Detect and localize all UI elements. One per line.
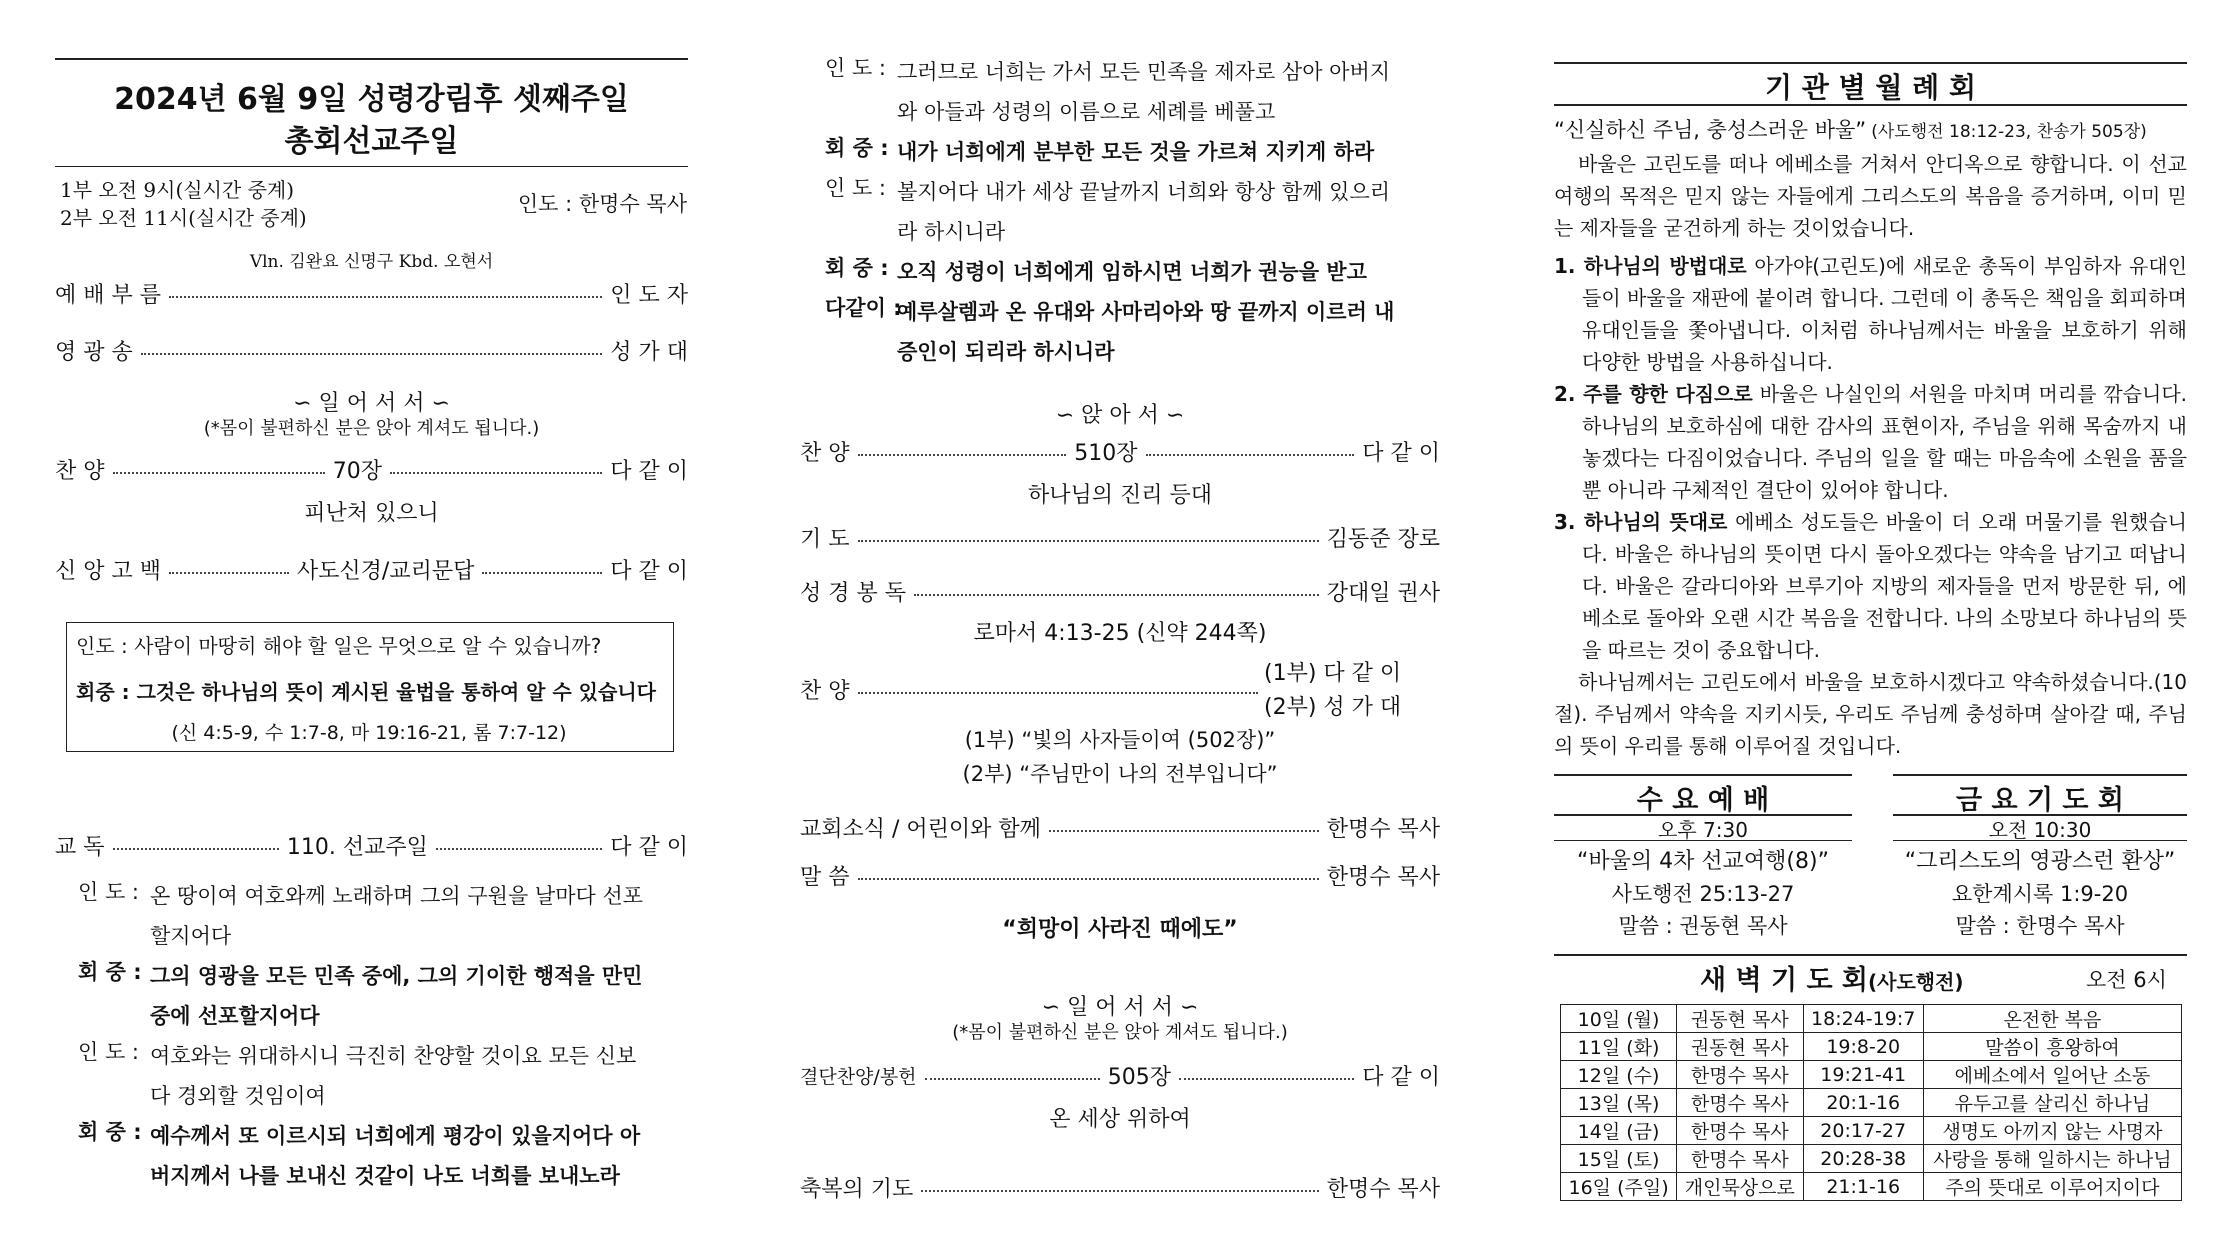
- stand-instruction-2: ∽ 일 어 서 서 ∽: [1041, 995, 1199, 1020]
- dawn-topic: 생명도 아끼지 않는 사명자: [1923, 1117, 2181, 1145]
- table-row: [1561, 1173, 2182, 1201]
- dawn-speaker: 한명수 목사: [1677, 1117, 1803, 1145]
- liturgy-congregation-1: 회 중 : 내가 너희에게 분부한 모든 것을 가르쳐 지키게 하라: [825, 136, 1375, 164]
- catechism-question: 인도 : 사람이 마땅히 해야 할 일은 무엇으로 알 수 있습니까?: [76, 634, 602, 658]
- dawn-date: 12일 (수): [1561, 1061, 1677, 1089]
- anthem-title-1: (1부) “빛의 사자들이여 (502장)”: [964, 728, 1276, 752]
- wednesday-speaker: 말씀 : 권동현 목사: [1618, 914, 1788, 938]
- monthly-title: 기 관 별 월 례 회: [1764, 71, 1977, 104]
- dawn-topic: 유두고를 살리신 하나님: [1923, 1089, 2181, 1117]
- stand-instruction: ∽ 일 어 서 서 ∽: [293, 391, 450, 416]
- dawn-passage: 20:1-16: [1803, 1089, 1923, 1117]
- dawn-topic: 주의 뜻대로 이루어지이다: [1923, 1173, 2181, 1201]
- dawn-topic: 온전한 복음: [1923, 1005, 2181, 1033]
- dawn-date: 11일 (화): [1561, 1033, 1677, 1061]
- offering-hymn-title: 온 세상 위하여: [1049, 1107, 1191, 1132]
- opening-hymn-title: 피난처 있으니: [304, 501, 439, 526]
- church-news: 교회소식 / 어린이와 함께 한명수 목사: [800, 816, 1440, 842]
- dawn-date: 15일 (토): [1561, 1145, 1677, 1173]
- catechism-reference: (신 4:5-9, 수 1:7-8, 마 19:16-21, 롬 7:7-12): [171, 722, 567, 744]
- dawn-time: 오전 6시: [2086, 968, 2167, 992]
- sermon: 말 씀 한명수 목사: [800, 864, 1440, 890]
- dawn-date: 16일 (주일): [1561, 1173, 1677, 1201]
- title-rule-bottom: [55, 166, 688, 167]
- table-row: [1561, 1005, 2182, 1033]
- hymn-510: 찬 양 510장 다 같 이: [800, 440, 1440, 466]
- dawn-date: 10일 (월): [1561, 1005, 1677, 1033]
- dawn-topic: 말씀이 흥왕하여: [1923, 1033, 2181, 1061]
- reading-congregation-2: 회 중 : 예수께서 또 이르시되 너희에게 평강이 있을지어다 아버지께서 나를 보내신 것같이 나도 너희를 보내노라: [78, 1120, 641, 1188]
- reading-leader-2: 인 도 : 여호와는 위대하시니 극진히 찬양할 것이요 모든 신보다 경외할 것임이여: [78, 1040, 637, 1108]
- table-row: [1561, 1145, 2182, 1173]
- friday-rule-time: [1893, 840, 2187, 841]
- gloria-patri: 영 광 송 성 가 대: [55, 339, 688, 365]
- service-time-2: 2부 오전 11시(실시간 중계): [60, 206, 307, 230]
- dawn-date: 14일 (금): [1561, 1117, 1677, 1145]
- catechism-answer: 회중 : 그것은 하나님의 뜻이 계시된 율법을 통하여 알 수 있습니다: [76, 680, 656, 704]
- dawn-topic: 사랑을 통해 일하시는 하나님: [1923, 1145, 2181, 1173]
- musicians: Vln. 김완요 신명구 Kbd. 오현서: [249, 252, 494, 272]
- friday-topic: “그리스도의 영광스런 환상”: [1904, 849, 2176, 874]
- sit-instruction: ∽ 앉 아 서 ∽: [1055, 403, 1185, 428]
- dawn-rule-top: [1554, 954, 2187, 956]
- creed: 신 앙 고 백 사도신경/교리문답 다 같 이: [55, 558, 688, 584]
- monthly-outro: 하나님께서는 고린도에서 바울을 보호하시겠다고 약속하셨습니다.(10절). 주님께서 약속을 지키시듯, 우리도 주님께 충성하며 살아갈 때, 주님의 뜻이 우리를 통해 이루어질 것입니다.: [1554, 670, 2187, 758]
- dawn-title: 새 벽 기 도 회(사도행전): [1700, 965, 1964, 996]
- dawn-date: 13일 (목): [1561, 1089, 1677, 1117]
- anthem: 찬 양: [800, 672, 1440, 706]
- friday-scripture: 요한계시록 1:9-20: [1951, 882, 2129, 906]
- page-subtitle: 총회선교주일: [284, 124, 459, 159]
- liturgy-leader-2: 인 도 : 볼지어다 내가 세상 끝날까지 너희와 항상 함께 있으리라 하시니라: [825, 176, 1391, 244]
- dawn-schedule-table: [1560, 1004, 2182, 1201]
- scripture-reading: 성 경 봉 독 강대일 권사: [800, 580, 1440, 606]
- monthly-intro: 바울은 고린도를 떠나 에베소를 거쳐서 안디옥으로 향합니다. 이 선교여행의 목적은 믿지 않는 자들에게 그리스도의 복음을 증거하며, 이미 믿는 제자들을 굳건하게 하는 것이었습니다.: [1554, 152, 2187, 240]
- wednesday-topic: “바울의 4차 선교여행(8)”: [1577, 849, 1829, 874]
- friday-rule-top: [1893, 774, 2187, 776]
- wednesday-rule-top: [1554, 774, 1852, 776]
- benediction: 축복의 기도 한명수 목사: [800, 1176, 1440, 1202]
- point-3: 3. 하나님의 뜻대로 에베소 성도들은 바울이 더 오래 머물기를 원했습니다. 바울은 하나님의 뜻이면 다시 돌아오겠다는 약속을 남기고 떠납니다. 바울은 갈라디아와 브루기아 지방의 제자들을 먼저 방문한 뒤, 에베소로 돌아와 오랜 시간 복음을 전합니다. 나의 소망보다 하나님의 뜻을 따르는 것이 중요합니다.: [1554, 510, 2187, 662]
- dawn-passage: 20:17-27: [1803, 1117, 1923, 1145]
- liturgy-leader-1: 인 도 : 그러므로 너희는 가서 모든 민족을 제자로 삼아 아버지와 아들과 성령의 이름으로 세례를 베풀고: [825, 56, 1391, 124]
- stand-note: (*몸이 불편하신 분은 앉아 계셔도 됩니다.): [203, 418, 540, 439]
- dawn-speaker: 한명수 목사: [1677, 1061, 1803, 1089]
- call-to-worship: 예 배 부 름 인 도 자: [55, 282, 688, 308]
- dawn-speaker: 한명수 목사: [1677, 1089, 1803, 1117]
- point-2: 2. 주를 향한 다짐으로 바울은 나실인의 서원을 마치며 머리를 깎습니다. 하나님의 보호하심에 대한 감사의 표현이자, 주님을 위해 목숨까지 내놓겠다는 다짐이었습니다. 주님의 일을 할 때는 마음속에 소원을 품을 뿐 아니라 구체적인 결단이 있어야 합니다.: [1554, 382, 2188, 502]
- worship-leader: 인도 : 한명수 목사: [517, 192, 687, 216]
- hymn-510-title: 하나님의 진리 등대: [1027, 483, 1212, 508]
- table-row: [1561, 1061, 2182, 1089]
- dawn-passage: 21:1-16: [1803, 1173, 1923, 1201]
- liturgy-congregation-2: 회 중 : 오직 성령이 너희에게 임하시면 너희가 권능을 받고: [825, 256, 1367, 284]
- anthem-title-2: (2부) “주님만이 나의 전부입니다”: [962, 762, 1278, 786]
- prayer: 기 도 김동준 장로: [800, 526, 1440, 552]
- dawn-passage: 20:28-38: [1803, 1145, 1923, 1173]
- dawn-passage: 19:21-41: [1803, 1061, 1923, 1089]
- title-rule: [55, 58, 688, 60]
- friday-title: 금 요 기 도 회: [1955, 785, 2124, 816]
- wednesday-rule-time: [1554, 840, 1852, 841]
- wednesday-time: 오후 7:30: [1658, 818, 1748, 842]
- offering: 결단찬양/봉헌 505장 다 같 이: [800, 1064, 1440, 1090]
- table-row: [1561, 1033, 2182, 1061]
- wednesday-title: 수 요 예 배: [1636, 785, 1770, 816]
- dawn-speaker: 권동현 목사: [1677, 1033, 1803, 1061]
- table-row: [1561, 1089, 2182, 1117]
- monthly-title-rule-bottom: [1554, 104, 2187, 106]
- dawn-speaker: 개인묵상으로: [1677, 1173, 1803, 1201]
- monthly-theme: “신실하신 주님, 충성스러운 바울” (사도행전 18:12-23, 찬송가 505장): [1554, 118, 2147, 142]
- dawn-passage: 18:24-19:7: [1803, 1005, 1923, 1033]
- dawn-speaker: 권동현 목사: [1677, 1005, 1803, 1033]
- table-row: [1561, 1117, 2182, 1145]
- anthem-performer-1: (1부) 다 같 이: [1264, 661, 1402, 686]
- opening-hymn: 찬 양 70장 다 같 이: [55, 458, 688, 484]
- sermon-title: “희망이 사라진 때에도”: [1002, 917, 1238, 942]
- scripture-reference: 로마서 4:13-25 (신약 244쪽): [973, 621, 1267, 646]
- reading-congregation-1: 회 중 : 그의 영광을 모든 민족 중에, 그의 기이한 행적을 만민 중에 선포할지어다: [78, 960, 643, 1028]
- monthly-title-rule: [1554, 62, 2187, 64]
- responsive-reading: 교 독 110. 선교주일 다 같 이: [55, 834, 688, 860]
- stand-note-2: (*몸이 불편하신 분은 앉아 계셔도 됩니다.): [952, 1022, 1288, 1043]
- wednesday-scripture: 사도행전 25:13-27: [1611, 882, 1795, 906]
- dawn-speaker: 한명수 목사: [1677, 1145, 1803, 1173]
- point-1: 1. 하나님의 방법대로 아가야(고린도)에 새로운 총독이 부임하자 유대인들이 바울을 재판에 붙이려 합니다. 그런데 이 총독은 책임을 회피하며 유대인들을 쫓아냅니다. 이처럼 하나님께서는 바울을 보호하기 위해 다양한 방법을 사용하십니다.: [1554, 254, 2188, 374]
- dawn-passage: 19:8-20: [1803, 1033, 1923, 1061]
- friday-time: 오전 10:30: [1988, 818, 2092, 842]
- anthem-performer-2: (2부) 성 가 대: [1264, 695, 1402, 720]
- friday-speaker: 말씀 : 한명수 목사: [1955, 914, 2125, 938]
- liturgy-all: 다같이 : 예루살렘과 온 유대와 사마리아와 땅 끝까지 이르러 내 증인이 되리라 하시니라: [825, 296, 1395, 364]
- service-time-1: 1부 오전 9시(실시간 중계): [60, 178, 295, 202]
- page-title: 2024년 6월 9일 성령강림후 셋째주일: [114, 82, 629, 117]
- dawn-topic: 에베소에서 일어난 소동: [1923, 1061, 2181, 1089]
- reading-leader-1: 인 도 : 온 땅이여 여호와께 노래하며 그의 구원을 날마다 선포할지어다: [78, 880, 644, 948]
